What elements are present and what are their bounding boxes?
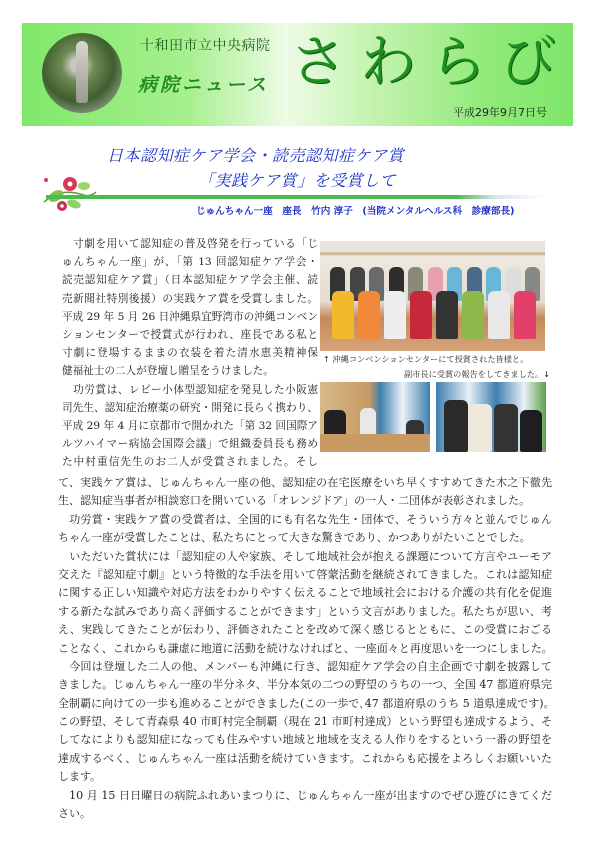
text-line: ことなく、これからも謙虚に地道に活動を続けなければと、一座面々と再度思いを一つにしました。 [58,641,553,655]
text-line: 10 月 15 日日曜日の病院ふれあいまつりに、じゅんちゃん一座が出ますのでぜひ遊びにきてくだ [58,788,552,802]
meeting-photo [320,382,430,452]
photo-caption-2: 副市長に受賞の報告をしてきました。↓ [404,369,551,379]
headline-line1: 日本認知症ケア学会・読売認知症ケア賞 [107,146,405,165]
vice-mayor-photo [436,382,546,452]
hospital-name: 十和田市立中央病院 [140,38,271,54]
full-width-text [58,474,555,823]
text-line: て、実践ケア賞は、じゅんちゃん一座の他、認知症の在宅医療をいち早くすすめてきた木之下徹先 [58,476,552,489]
text-line: 寸劇に登場するままの衣装を着た清水恵美精神保 [62,347,318,360]
text-line: え、実践してきたことが伝わり、評価されたことを改めて深く感じるとともに、この受賞におごる [58,623,552,637]
text-line: 読売認知症ケア賞」（日本認知症ケア学会主催、読 [62,274,318,287]
text-line: ションセンターで授賞式が行われ、座長である私と [62,328,318,341]
text-line: ちゃん一座が受賞したことは、私たちにとって大きな驚きであり、かつありがたいことでした。 [58,531,531,545]
text-line: さい。 [58,807,91,821]
newsletter-banner [22,23,573,126]
person-with-bouquet [488,291,510,339]
morning-glory-icon [40,168,98,212]
left-column-text [62,235,318,471]
newsletter-title: さわらび [290,30,570,95]
text-line: 功労賞・実践ケア賞の受賞者は、全国的にも有名な先生・団体で、そういう方々と並んでじゅん [58,512,552,526]
person-with-bouquet [462,291,484,339]
text-line: 寸劇を用いて認知症の普及啓発を行っている「じ [62,238,318,250]
text-line: 平成 29 年 4 月に京都市で開かれた「第 32 回国際ア [62,419,318,432]
group-photo [320,241,545,351]
text-line: 達成するべく、じゅんちゃん一座は活動を続けていきます。これからも応援をよろしくお願いいた [58,751,552,765]
person-with-bouquet [384,291,406,339]
text-line: 交えた『認知症寸劇』という特徴的な手法を用いて啓蒙活動を継続されてきました。これは認知症 [58,567,552,581]
person [468,404,492,452]
author-byline: じゅんちゃん一座 座長 竹内 淳子 (当院メンタルヘルス科 診療部長) [196,206,515,217]
person-with-bouquet [514,291,536,339]
person [494,404,518,452]
text-line: してなによりも認知症になっても住みやすい地域と地域を支える人作りをするという一番の野望を [58,733,552,747]
text-line: 全制覇に向けての一歩も進めることができました(この一歩で､47 都道府県のうち 5 道県達成です)。 [58,696,555,710]
person-with-bouquet [410,291,432,339]
text-line: きました。じゅんちゃん一座の半分ネタ、半分本気の二つの野望のうちの一つ、全国 47 都道府県完 [58,678,552,692]
text-line: 今回は登壇した二人の他、メンバーも沖縄に行き、認知症ケア学会の自主企画で寸劇を披露して [58,659,552,673]
text-line: する新たな試みであり高く評価することができます」という文言がありました。私たちが思い、考 [58,604,552,618]
headline-line2: 「実践ケア賞」を受賞して [198,171,397,190]
headline-underline [46,195,546,199]
statue-figure [76,41,88,103]
text-line: いただいた賞状には「認知症の人や家族、そして地域社会が抱える課題について方言やユーモア [58,549,552,563]
text-line: に関する正しい知識や対応方法をわかりやすく伝えることで地域社会における介護の共有化を促進 [58,586,552,600]
text-line: 健福祉士の二人が登壇し贈呈をうけました。 [62,365,274,378]
text-line: 生、認知症当事者が相談窓口を開いている「オレンジドア」の一人・二団体が表彰されました。 [58,494,531,508]
text-line: 功労賞は、レビー小体型認知症を発見した小阪憲 [62,383,318,396]
text-line: ルツハイマー病協会国際会議」で組織委員長も務め [62,438,318,451]
photo-caption-1: ↑ 沖縄コンベンションセンターにて授賞された皆様と。 [323,354,529,364]
statue-photo [42,33,122,113]
text-line: します。 [58,770,102,784]
text-line: た中村重信先生のお二人が受賞されました。そし [62,456,318,469]
person [520,410,542,452]
text-line: 売新聞社特別後援）の実践ケア賞を受賞しました。 [62,292,318,305]
issue-date: 平成29年9月7日号 [453,106,547,119]
table [320,434,430,452]
person-with-bouquet [436,291,458,339]
newsletter-label: 病院ニュース [138,74,270,96]
text-line: 司先生、認知症治療薬の研究・開発に長らく携わり、 [62,401,318,414]
text-line: ゅんちゃん一座」が、「第 13 回認知症ケア学会・ [62,256,318,269]
person-with-bouquet [358,291,380,339]
person [444,400,468,452]
text-line: 平成 29 年 5 月 26 日沖縄県宜野湾市の沖縄コンベン [62,310,318,323]
person-with-bouquet [332,291,354,339]
text-line: この野望、そして青森県 40 市町村完全制覇（現在 21 市町村達成）という野望も達成するよう、そ [58,715,552,729]
